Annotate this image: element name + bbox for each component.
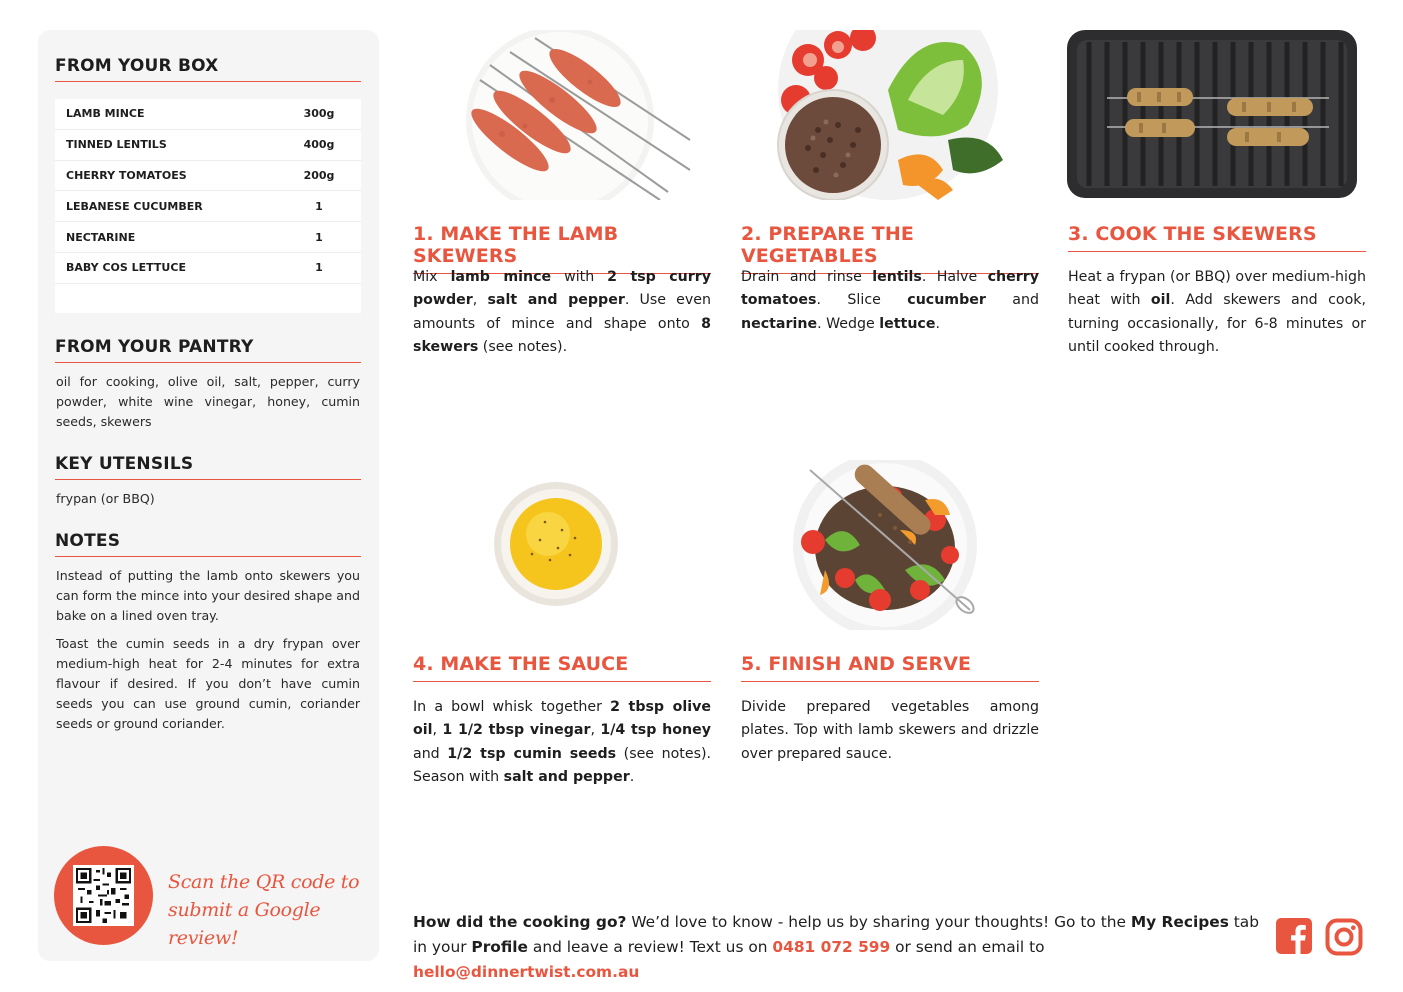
- instruction-text: .: [935, 315, 940, 332]
- instruction-text: . Halve: [921, 269, 988, 285]
- instruction-text: ,: [472, 292, 488, 309]
- ingredient-qty: 400g: [303, 138, 335, 152]
- instruction-text: . Wedge: [817, 315, 880, 332]
- note-paragraph: Instead of putting the lamb onto skewers you can form the mince into your desired shape and bake on a lined oven tray.: [56, 568, 360, 623]
- bold-ingredient: cherry tomatoes: [741, 269, 1039, 309]
- profile-label: Profile: [471, 938, 528, 956]
- qr-cta-line2: submit a Google review!: [168, 899, 321, 949]
- footer-text-part: We’d love to know - help us by sharing your thoughts! Go to the: [626, 913, 1131, 931]
- ingredient-name: LAMB MINCE: [66, 107, 145, 121]
- bold-ingredient: 8 skewers: [413, 315, 711, 355]
- bold-ingredient: oil: [1150, 292, 1171, 309]
- instruction-text: and: [413, 745, 448, 762]
- instruction-text: with: [551, 269, 608, 285]
- key-utensils-heading: KEY UTENSILS: [55, 454, 361, 480]
- instruction-text: ,: [590, 722, 601, 739]
- bold-ingredient: 1 1/2 tbsp vinegar: [442, 722, 591, 739]
- step-3-body: [1068, 266, 1366, 359]
- step-1-title: 1. MAKE THE LAMB SKEWERS: [413, 223, 711, 274]
- instruction-text: (see notes). Season with: [413, 745, 712, 785]
- step-5-title: 5. FINISH AND SERVE: [741, 653, 1039, 682]
- from-your-box-heading: FROM YOUR BOX: [55, 56, 361, 82]
- bold-ingredient: cucumber: [907, 292, 986, 309]
- bold-ingredient: nectarine: [741, 315, 818, 332]
- ingredient-row: [55, 161, 361, 192]
- instruction-text: . Slice: [816, 292, 908, 309]
- ingredients-table: [55, 99, 361, 313]
- vegetables-image: [768, 30, 1008, 200]
- instruction-text: and: [985, 292, 1039, 309]
- step-1-body: [413, 266, 711, 359]
- step-2-title: 2. PREPARE THE VEGETABLES: [741, 223, 1039, 274]
- bold-ingredient: 1/2 tsp cumin seeds: [447, 745, 617, 762]
- step-4-body: [413, 696, 711, 789]
- ingredient-row: [55, 99, 361, 130]
- note-paragraph: Toast the cumin seeds in a dry frypan over medium-high heat for 2-4 minutes for extra flavour if desired. If you don’t have cumin seeds you can use ground cumin, coriander seeds or ground coriander.: [56, 636, 360, 731]
- ingredient-name: TINNED LENTILS: [66, 138, 167, 152]
- instruction-text: Drain and rinse: [741, 269, 873, 285]
- step-5-body: [741, 696, 1039, 766]
- notes-heading: NOTES: [55, 531, 361, 557]
- qr-call-to-action: [168, 868, 368, 952]
- my-recipes-label: My Recipes: [1130, 913, 1229, 931]
- utensils-text: frypan (or BBQ): [56, 491, 155, 506]
- ingredient-qty: 1: [315, 261, 323, 275]
- instruction-text: . Use even amounts of mince and shape onto: [413, 292, 711, 332]
- ingredient-row: [55, 253, 361, 284]
- bold-ingredient: lentils: [872, 269, 922, 285]
- ingredient-qty: 200g: [303, 168, 335, 182]
- qr-code-icon[interactable]: [73, 865, 134, 926]
- bold-ingredient: 2 tsp curry powder: [413, 269, 711, 309]
- instruction-text: Mix: [413, 269, 451, 285]
- ingredient-qty: 1: [315, 199, 323, 213]
- bold-ingredient: 2 tbsp olive oil: [413, 699, 712, 739]
- ingredient-row: [55, 130, 361, 161]
- ingredient-row: [55, 191, 361, 222]
- ingredient-row: [55, 222, 361, 253]
- ingredient-name: BABY COS LETTUCE: [66, 261, 186, 275]
- footer-text-part: and leave a review! Text us on: [528, 938, 773, 956]
- review-question: How did the cooking go?: [413, 913, 627, 931]
- bold-ingredient: salt and pepper: [487, 292, 625, 309]
- qr-cta-line1: Scan the QR code to: [168, 871, 360, 893]
- sauce-bowl-image: [470, 460, 640, 630]
- step-3-title: 3. COOK THE SKEWERS: [1068, 223, 1366, 252]
- pantry-text: oil for cooking, olive oil, salt, pepper, curry powder, white wine vinegar, honey, cumin seeds, skewers: [56, 374, 360, 429]
- sidebar: [38, 30, 379, 961]
- ingredient-name: CHERRY TOMATOES: [66, 168, 187, 182]
- footer-text-part: or send an email to: [890, 938, 1045, 956]
- bold-ingredient: salt and pepper: [503, 768, 630, 785]
- instruction-text: Heat a frypan (or BBQ) over medium-high heat with: [1068, 269, 1366, 309]
- review-prompt: [413, 910, 1263, 985]
- bold-ingredient: lettuce: [879, 315, 936, 332]
- step-2-body: [741, 266, 1039, 336]
- instruction-text: . Add skewers and cook, turning occasionally, for 6-8 minutes or until cooked through.: [1068, 292, 1366, 355]
- bold-ingredient: 1/4 tsp honey: [600, 722, 711, 739]
- instruction-text: (see notes).: [478, 338, 568, 355]
- lamb-skewers-image: [440, 30, 710, 200]
- instruction-text: ,: [432, 722, 443, 739]
- phone-link[interactable]: 0481 072 599: [772, 938, 891, 956]
- ingredient-name: LEBANESE CUCUMBER: [66, 199, 203, 213]
- ingredient-qty: 1: [315, 230, 323, 244]
- instagram-icon[interactable]: [1325, 918, 1363, 956]
- email-link[interactable]: hello@dinnertwist.com.au: [413, 963, 640, 981]
- bold-ingredient: lamb mince: [450, 269, 552, 285]
- instruction-text: .: [629, 768, 635, 785]
- grill-pan-image: [1067, 30, 1357, 200]
- facebook-icon[interactable]: [1276, 918, 1314, 956]
- finished-plate-image: [785, 460, 985, 630]
- ingredient-qty: 300g: [303, 107, 335, 121]
- instruction-text: In a bowl whisk together: [413, 699, 611, 715]
- step-4-title: 4. MAKE THE SAUCE: [413, 653, 711, 682]
- instruction-text: Divide prepared vegetables among plates. Top with lamb skewers and drizzle over prepared sauce.: [741, 699, 1039, 762]
- footer-text-part: tab in your: [413, 913, 1259, 956]
- from-your-pantry-heading: FROM YOUR PANTRY: [55, 337, 361, 363]
- ingredient-name: NECTARINE: [66, 230, 136, 244]
- qr-badge: [54, 846, 153, 945]
